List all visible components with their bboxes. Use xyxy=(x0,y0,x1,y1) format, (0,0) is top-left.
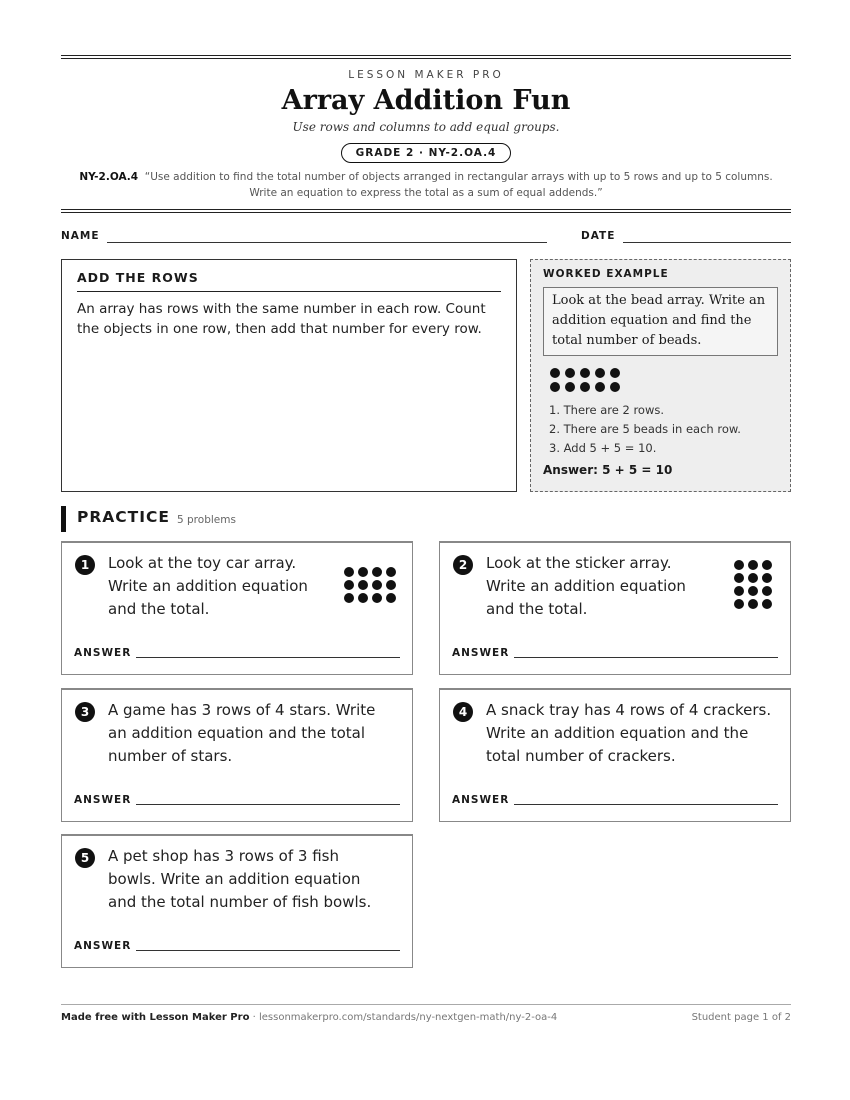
footer-made-with: Made free with Lesson Maker Pro xyxy=(61,1012,250,1023)
worked-step: 1. There are 2 rows. xyxy=(549,403,665,417)
name-field[interactable] xyxy=(107,242,547,243)
array-dot xyxy=(344,567,354,577)
answer-row xyxy=(74,647,400,661)
array-dot xyxy=(734,599,744,609)
array-dot xyxy=(734,573,744,583)
array-dot xyxy=(762,560,772,570)
problem-number: 5 xyxy=(75,848,95,868)
array-dot xyxy=(748,586,758,596)
array-dot xyxy=(386,593,396,603)
page-title: Array Addition Fun xyxy=(281,85,571,116)
name-label: NAME xyxy=(61,230,100,242)
practice-title: PRACTICE xyxy=(77,508,170,526)
array-dot xyxy=(372,580,382,590)
footer-link[interactable]: · lessonmakerpro.com/standards/ny-nextgen-math/ny-2-oa-4 xyxy=(249,1012,558,1023)
array-dot xyxy=(748,560,758,570)
problem-number: 3 xyxy=(75,702,95,722)
answer-label: ANSWER xyxy=(74,940,132,952)
answer-field[interactable] xyxy=(136,804,400,805)
practice-problems xyxy=(61,541,791,981)
problem-text xyxy=(108,845,371,914)
answer-row xyxy=(452,794,778,808)
date-field[interactable] xyxy=(623,242,791,243)
problem-text-line: Look at the sticker array. xyxy=(486,554,672,572)
problem-text-line: A game has 3 rows of 4 stars. Write xyxy=(108,701,376,719)
problem-text xyxy=(108,699,375,768)
worksheet-page xyxy=(61,55,791,981)
answer-label: ANSWER xyxy=(452,647,510,659)
worked-example-answer: Answer: 5 + 5 = 10 xyxy=(543,463,673,477)
problem-number: 1 xyxy=(75,555,95,575)
brand-label: LESSON MAKER PRO xyxy=(348,69,504,81)
add-the-rows-box xyxy=(61,259,517,492)
practice-header xyxy=(61,506,791,532)
problem-text-line: Look at the toy car array. xyxy=(108,554,297,572)
bead-dot xyxy=(565,368,575,378)
problem-card-2 xyxy=(439,541,791,675)
standard-description xyxy=(61,169,791,201)
worked-example-prompt: Look at the bead array. Write an addition equation and find the total number of beads. xyxy=(543,287,778,356)
header-rule-top xyxy=(61,55,791,59)
array-dot xyxy=(762,599,772,609)
name-date-row xyxy=(61,222,791,250)
problem-text-line: Write an addition equation xyxy=(486,577,686,595)
problem-text-line: Write an addition equation and the xyxy=(486,724,749,742)
problem-card-4 xyxy=(439,688,791,822)
practice-count: 5 problems xyxy=(177,514,236,526)
standard-text: “Use addition to find the total number of objects arranged in rectangular arrays with up to 5 rows and up to 5 columns. Write an equation to express the total as a sum of equal addends.” xyxy=(144,171,773,199)
bead-array xyxy=(550,368,778,392)
sticker-array xyxy=(734,560,772,609)
practice-accent-bar xyxy=(61,506,66,532)
bead-dot xyxy=(580,382,590,392)
problem-text-line: an addition equation and the total xyxy=(108,724,365,742)
problem-text-line: bowls. Write an addition equation xyxy=(108,870,361,888)
page-footer xyxy=(61,1004,791,1023)
answer-field[interactable] xyxy=(514,804,778,805)
problem-text xyxy=(486,699,771,768)
worked-example-steps xyxy=(549,401,778,458)
answer-label: ANSWER xyxy=(74,647,132,659)
grade-standard-badge: GRADE 2 · NY-2.OA.4 xyxy=(341,143,512,163)
answer-label: ANSWER xyxy=(74,794,132,806)
bead-dot xyxy=(550,382,560,392)
bead-dot xyxy=(595,382,605,392)
bead-dot xyxy=(550,368,560,378)
problem-card-1 xyxy=(61,541,413,675)
array-dot xyxy=(386,567,396,577)
array-dot xyxy=(358,580,368,590)
footer-page-number: Student page 1 of 2 xyxy=(691,1012,791,1023)
problem-number: 2 xyxy=(453,555,473,575)
bead-dot xyxy=(565,382,575,392)
add-the-rows-heading: ADD THE ROWS xyxy=(77,270,501,292)
problem-number: 4 xyxy=(453,702,473,722)
bead-dot xyxy=(610,368,620,378)
array-dot xyxy=(748,599,758,609)
answer-label: ANSWER xyxy=(452,794,510,806)
toy-car-array xyxy=(344,567,396,603)
answer-field[interactable] xyxy=(136,950,400,951)
array-dot xyxy=(358,593,368,603)
array-dot xyxy=(344,593,354,603)
add-the-rows-text: An array has rows with the same number in each row. Count the objects in one row, then add that number for every row. xyxy=(77,301,486,337)
answer-row xyxy=(74,940,400,954)
array-dot xyxy=(734,560,744,570)
array-dot xyxy=(344,580,354,590)
problem-text-line: Write an addition equation xyxy=(108,577,308,595)
problem-text-line: and the total. xyxy=(108,600,210,618)
date-label: DATE xyxy=(581,230,616,242)
problem-text xyxy=(486,552,686,621)
bead-dot xyxy=(610,382,620,392)
worked-step: 2. There are 5 beads in each row. xyxy=(549,422,741,436)
array-dot xyxy=(762,586,772,596)
problem-text-line: total number of crackers. xyxy=(486,747,676,765)
worked-example-heading: WORKED EXAMPLE xyxy=(543,268,669,280)
worked-step: 3. Add 5 + 5 = 10. xyxy=(549,441,657,455)
problem-text-line: A snack tray has 4 rows of 4 crackers. xyxy=(486,701,772,719)
array-dot xyxy=(372,567,382,577)
problem-text-line: and the total number of fish bowls. xyxy=(108,893,372,911)
answer-row xyxy=(452,647,778,661)
bead-dot xyxy=(580,368,590,378)
problem-text-line: number of stars. xyxy=(108,747,233,765)
answer-field[interactable] xyxy=(136,657,400,658)
problem-card-5 xyxy=(61,834,413,968)
answer-field[interactable] xyxy=(514,657,778,658)
array-dot xyxy=(372,593,382,603)
array-dot xyxy=(386,580,396,590)
array-dot xyxy=(762,573,772,583)
array-dot xyxy=(734,586,744,596)
header-rule-bottom xyxy=(61,209,791,213)
array-dot xyxy=(358,567,368,577)
page-subtitle: Use rows and columns to add equal groups. xyxy=(292,120,560,134)
worked-example-box xyxy=(530,259,791,492)
problem-text-line: and the total. xyxy=(486,600,588,618)
bead-dot xyxy=(595,368,605,378)
problem-card-3 xyxy=(61,688,413,822)
standard-code: NY-2.OA.4 xyxy=(79,171,139,183)
problem-text-line: A pet shop has 3 rows of 3 fish xyxy=(108,847,339,865)
problem-text xyxy=(108,552,308,621)
array-dot xyxy=(748,573,758,583)
answer-row xyxy=(74,794,400,808)
